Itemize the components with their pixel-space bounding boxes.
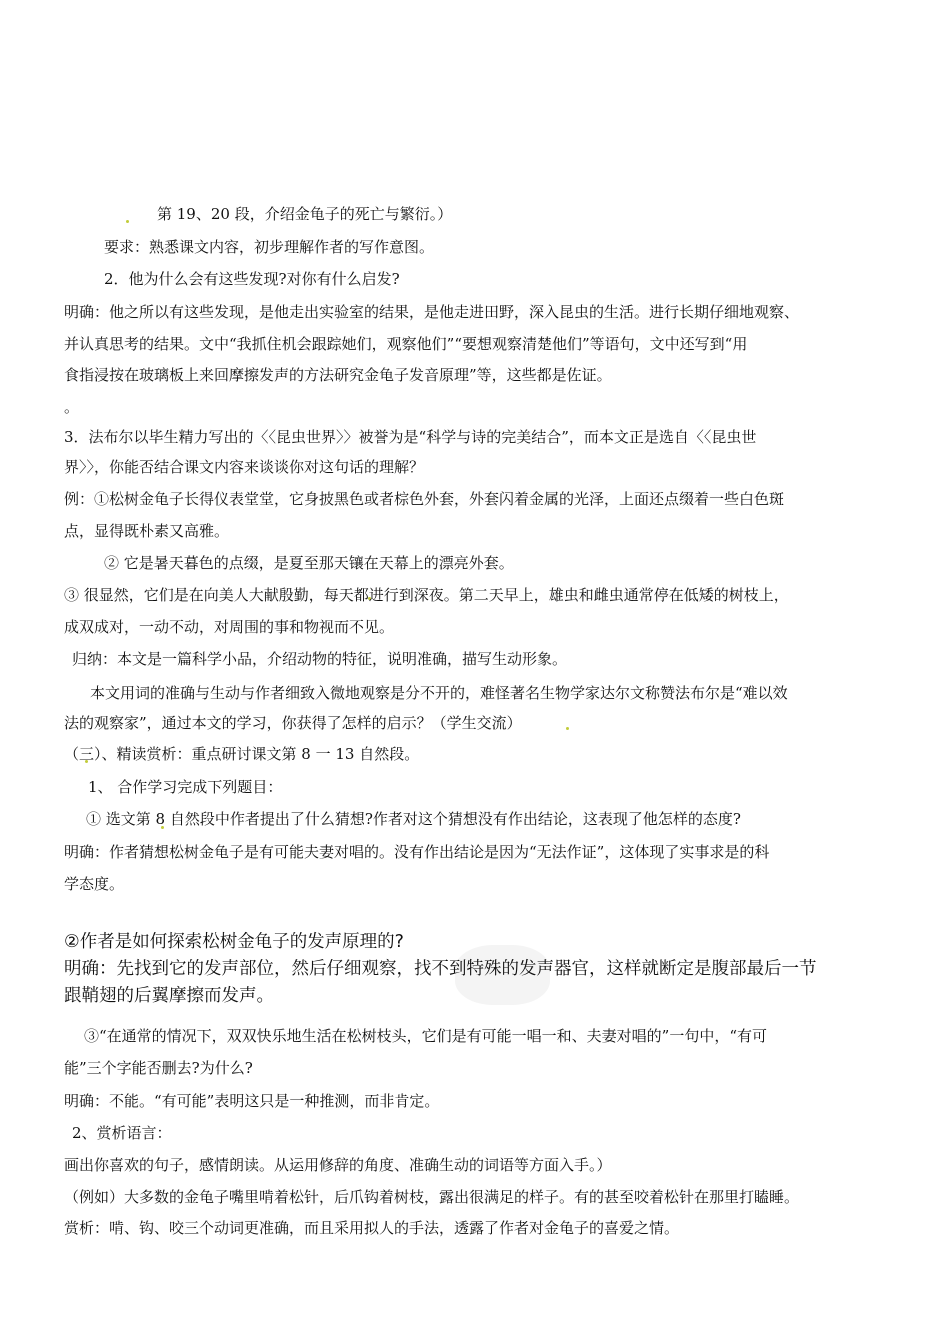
text-line: ③ 很显然，它们是在向美人大献殷勤，每天都进行到深夜。第二天早上，雄虫和雌虫通常停在低矮的树枝上， (64, 586, 789, 604)
text-line: 第 19、20 段，介绍金龟子的死亡与繁衍。） (157, 205, 453, 223)
text-line: （例如）大多数的金龟子嘴里啃着松针，后爪钩着树枝，露出很满足的样子。有的甚至咬着松针在那里打瞌睡。 (64, 1188, 800, 1206)
text-line: 学态度。 (64, 875, 125, 893)
text-line: 2．他为什么会有这些发现?对你有什么启发? (104, 270, 400, 288)
text-line: （三）、精读赏析：重点研讨课文第 8 一 13 自然段。 (64, 745, 420, 763)
text-line: 赏析：啃、钩、咬三个动词更准确，而且采用拟人的手法，透露了作者对金龟子的喜爱之情。 (64, 1219, 680, 1237)
text-line: 明确：他之所以有这些发现，是他走出实验室的结果，是他走进田野，深入昆虫的生活。进行长期仔细地观察、 (64, 303, 800, 321)
marker-dot (126, 220, 129, 223)
text-line: 1、 合作学习完成下列题目： (88, 778, 283, 796)
text-line: 。 (64, 398, 80, 416)
heading-line: ②作者是如何探索松树金龟子的发声原理的? (64, 932, 404, 952)
text-line: 本文用词的准确与生动与作者细致入微地观察是分不开的，难怪著名生物学家达尔文称赞法布尔是“难以效 (90, 684, 788, 702)
heading-line: 跟鞘翅的后翼摩擦而发声。 (64, 986, 274, 1006)
text-line: 画出你喜欢的句子，感情朗读。从运用修辞的角度、准确生动的词语等方面入手。） (64, 1156, 612, 1174)
text-line: 法的观察家”，通过本文的学习，你获得了怎样的启示？（学生交流） (64, 714, 522, 732)
marker-dot (566, 727, 569, 730)
text-line: 并认真思考的结果。文中“我抓住机会跟踪她们，观察他们”“要想观察清楚他们”等语句，文中还写到“用 (64, 335, 748, 353)
text-line: 能”三个字能否删去?为什么? (64, 1059, 253, 1077)
text-line: 明确：不能。“有可能”表明这只是一种推测，而非肯定。 (64, 1092, 440, 1110)
text-line: ① 选文第 8 自然段中作者提出了什么猜想?作者对这个猜想没有作出结论，这表现了他怎样的态度? (86, 810, 741, 828)
text-line: 点，显得既朴素又高雅。 (64, 522, 230, 540)
text-line: 例：①松树金龟子长得仪表堂堂，它身披黑色或者棕色外套，外套闪着金属的光泽，上面还点缀着一些白色斑 (64, 490, 785, 508)
text-line: 界〉〉，你能否结合课文内容来谈谈你对这句话的理解？ (64, 458, 425, 476)
text-line: ③“在通常的情况下，双双快乐地生活在松树枝头，它们是有可能一唱一和、夫妻对唱的”一句中，“有可 (84, 1027, 768, 1045)
text-line: 3．法布尔以毕生精力写出的〈〈昆虫世界〉〉被誉为是“科学与诗的完美结合”，而本文正是选自〈〈昆虫世 (64, 428, 757, 446)
text-line: 明确：作者猜想松树金龟子是有可能夫妻对唱的。没有作出结论是因为“无法作证”，这体现了实事求是的科 (64, 843, 770, 861)
text-line: 成双成对，一动不动，对周围的事和物视而不见。 (64, 618, 395, 636)
text-line: 归纳：本文是一篇科学小品，介绍动物的特征，说明准确，描写生动形象。 (72, 650, 568, 668)
text-line: 要求：熟悉课文内容，初步理解作者的写作意图。 (104, 238, 435, 256)
text-line: 食指浸按在玻璃板上来回摩擦发声的方法研究金龟子发音原理”等，这些都是佐证。 (64, 366, 612, 384)
heading-line: 明确：先找到它的发声部位，然后仔细观察，找不到特殊的发声器官，这样就断定是腹部最后一节 (64, 959, 817, 979)
text-line: 2、赏析语言： (72, 1124, 172, 1142)
text-line: ② 它是暑天暮色的点缀，是夏至那天镶在天幕上的漂亮外套。 (104, 554, 514, 572)
